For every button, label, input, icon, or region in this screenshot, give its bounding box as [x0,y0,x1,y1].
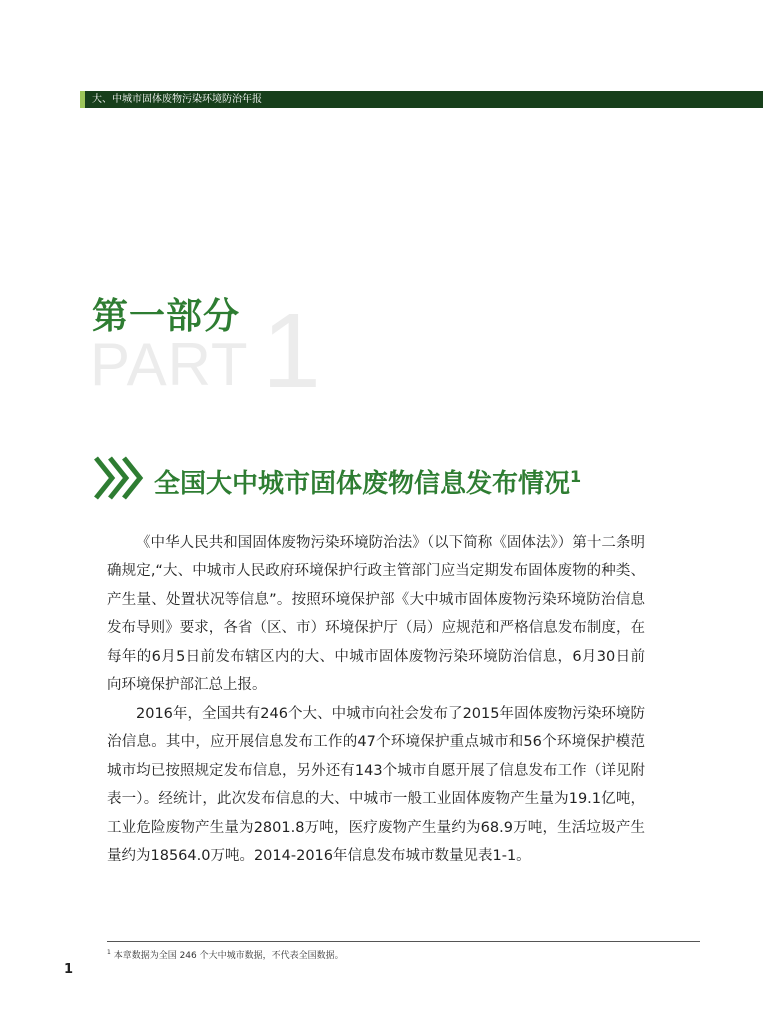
header-accent-stripe [80,91,85,108]
footnote-text: 本章数据为全国 246 个大中城市数据，不代表全国数据。 [113,951,344,961]
part-watermark-number: 1 [262,292,321,410]
footnote [107,947,344,962]
triple-chevron-icon [92,454,148,502]
page-number: 1 [64,962,74,977]
part-title: 第一部分 [92,296,241,337]
section-title-footnote-ref: 1 [570,467,582,486]
section-title-text: 全国大中城市固体废物信息发布情况 [154,469,571,499]
footnote-mark: 1 [107,949,111,956]
body-paragraph-2: 2016年，全国共有246个大、中城市向社会发布了2015年固体废物污染环境防治信息。其中，应开展信息发布工作的47个环境保护重点城市和56个环境保护模范城市均已按照规定发布信息，另外还有143个城市自愿开展了信息发布工作（详见附表一）。经统计，此次发布信息的大、中城市一般工业固体废物产生量为19.1亿吨，工业危险废物产生量为2801.8万吨，医疗废物产生量约为68.9万吨，生活垃圾产生量约为18564.0万吨。2014-2016年信息发布城市数量见表1-1。 [107,706,645,865]
part-watermark-text: PART [90,331,249,398]
body-paragraph-1: 《中华人民共和国固体废物污染环境防治法》（以下简称《固体法》）第十二条明确规定,“大、中城市人民政府环境保护行政主管部门应当定期发布固体废物的种类、产生量、处置状况等信息”。按照环境保护部《大中城市固体废物污染环境防治信息发布导则》要求，各省（区、市）环境保护厅（局）应规范和严格信息发布制度，在每年的6月5日前发布辖区内的大、中城市固体废物污染环境防治信息，6月30日前向环境保护部汇总上报。 [107,535,645,694]
section-title [154,460,581,501]
footnote-divider [107,941,700,942]
running-header: 大、中城市固体废物污染环境防治年报 [92,94,262,105]
